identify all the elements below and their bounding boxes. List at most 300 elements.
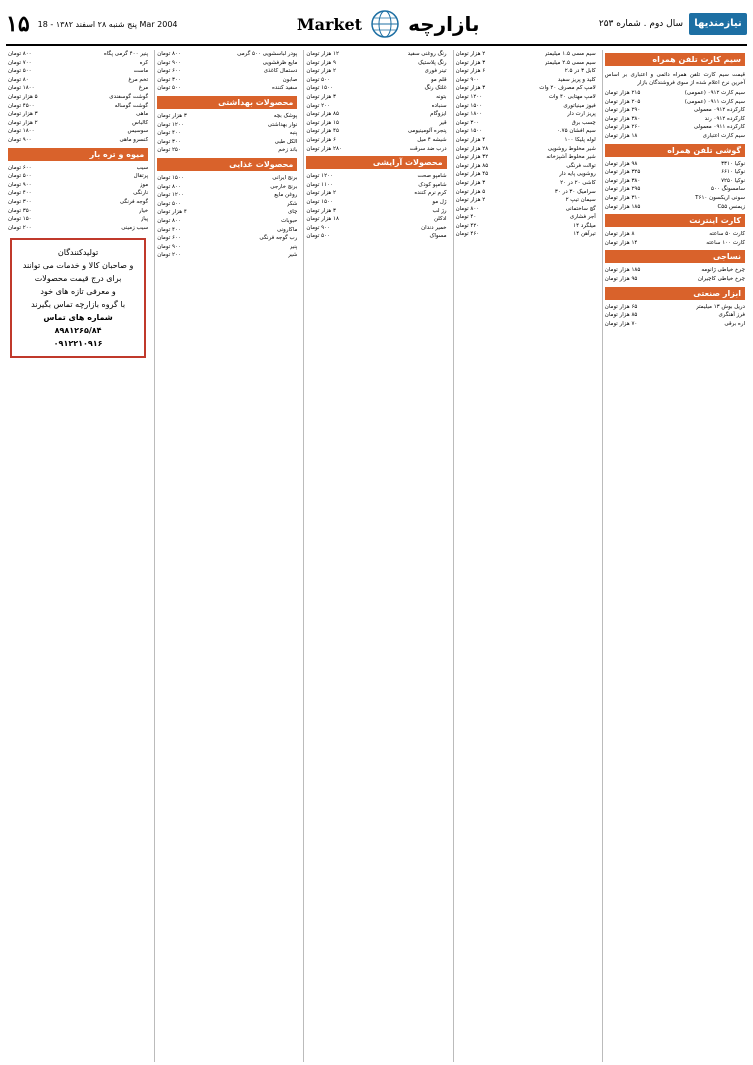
price-row xyxy=(157,112,297,121)
page-number: ۱۵ xyxy=(6,11,30,37)
price-row xyxy=(456,127,596,136)
price-row xyxy=(605,275,745,284)
item-price: ۸۰۰ تومان xyxy=(157,51,181,57)
item-name: سوسیس xyxy=(127,128,149,135)
item-name: موز xyxy=(139,181,149,188)
item-price: ۶ هزار تومان xyxy=(306,136,337,143)
price-row xyxy=(306,224,446,233)
price-row xyxy=(605,230,745,239)
item-price: ۱۸۰۰ تومان xyxy=(455,111,483,118)
section-title xyxy=(297,9,480,39)
price-row xyxy=(456,84,596,93)
item-name: مایع ظرفشویی xyxy=(262,59,298,66)
item-name: خیار xyxy=(138,207,149,214)
price-row xyxy=(157,146,297,155)
item-name: میلگرد ۱۴ xyxy=(573,222,596,229)
item-price: ۲۸۰ هزار تومان xyxy=(306,145,342,152)
price-row xyxy=(456,188,596,197)
item-price: ۱۱۰۰ تومان xyxy=(306,181,333,188)
section-header: محصولات بهداشتی xyxy=(157,96,297,109)
issue-info: سال دوم . شماره ۲۵۳ xyxy=(598,19,683,29)
item-price: ۱۵۰۰ تومان xyxy=(455,102,483,109)
item-name: کالباس xyxy=(132,119,149,126)
item-price: ۵ هزار تومان xyxy=(7,93,38,100)
price-row xyxy=(605,203,745,212)
item-name: روشویی پایه دار xyxy=(559,171,596,178)
item-price: ۲ هزار تومان xyxy=(7,119,38,126)
item-name: باند زخم xyxy=(278,147,298,154)
price-row xyxy=(306,232,446,241)
item-price: ۳۱۰ هزار تومان xyxy=(604,194,641,201)
item-name: کلید و پریز سفید xyxy=(557,76,596,83)
price-row xyxy=(157,243,297,252)
price-row xyxy=(605,168,745,177)
item-name: چرخ خیاطی کاچیران xyxy=(697,275,745,282)
item-price: ۴۰ تومان xyxy=(455,214,477,221)
item-price: ۱۵۰۰ تومان xyxy=(306,85,333,92)
price-row xyxy=(157,121,297,130)
price-row xyxy=(8,119,148,128)
item-price: ۲۰۰ تومان xyxy=(306,102,331,109)
price-row xyxy=(605,185,745,194)
price-row xyxy=(456,76,596,85)
item-price: ۳۲۵ هزار تومان xyxy=(604,169,641,176)
ad-line1: تولیدکنندگان xyxy=(57,248,99,258)
price-row xyxy=(456,179,596,188)
item-name: پوشک بچه xyxy=(273,112,298,119)
section-header: محصولات غذایی xyxy=(157,158,297,171)
price-row xyxy=(8,102,148,111)
item-price: ۳ هزار تومان xyxy=(306,93,337,100)
item-name: آجر فشاری xyxy=(569,214,596,221)
ad-phone2: ۰۹۱۲۲۱۰۹۱۶ xyxy=(53,339,103,349)
price-row xyxy=(456,110,596,119)
item-name: کارکرده ۰۹۱۲ رند xyxy=(704,115,745,122)
section-header: گوشی تلفن همراه xyxy=(605,144,745,157)
price-row xyxy=(456,136,596,145)
item-price: ۸۵ هزار تومان xyxy=(306,111,339,118)
item-price: ۸۰۰ تومان xyxy=(157,217,181,224)
price-row xyxy=(8,84,148,93)
price-row xyxy=(605,98,745,107)
item-name: سیب زمینی xyxy=(121,224,149,231)
item-price: ۹۰۰ تومان xyxy=(157,59,181,66)
price-row xyxy=(8,59,148,68)
price-row xyxy=(306,181,446,190)
price-row xyxy=(8,215,148,224)
item-name: پنبه xyxy=(289,130,298,137)
price-row xyxy=(157,226,297,235)
price-row xyxy=(8,67,148,76)
price-row xyxy=(157,84,297,93)
section-header: ابزار صنعتی xyxy=(605,287,745,300)
item-price: ۱۸۵ هزار تومان xyxy=(604,203,641,210)
price-row xyxy=(605,89,745,98)
price-row xyxy=(8,127,148,136)
price-row xyxy=(157,76,297,85)
ad-phone1: ۸۹۸۱۲۶۵/۸۴ xyxy=(54,326,102,336)
item-price: ۲ هزار تومان xyxy=(455,197,486,204)
item-price: ۲ هزار تومان xyxy=(306,190,337,197)
price-row xyxy=(157,174,297,183)
item-price: ۶۰۰ تومان xyxy=(157,235,181,242)
item-name: سیم کارت ۰۹۱۱ (عمومی) xyxy=(684,98,745,105)
price-row xyxy=(306,93,446,102)
item-name: کارکرده ۰۹۱۱ معمولی xyxy=(693,124,745,131)
section-title-en: Market xyxy=(296,14,363,34)
column-4 xyxy=(154,50,299,1062)
item-price: ۵۰۰ تومان xyxy=(306,233,331,240)
column-1 xyxy=(602,50,747,1062)
price-row xyxy=(605,106,745,115)
item-name: نارنگی xyxy=(133,190,149,197)
item-price: ۳ هزار تومان xyxy=(7,111,38,118)
price-row xyxy=(8,172,148,181)
item-price: ۲۰۵ هزار تومان xyxy=(604,98,641,105)
item-price: ۴۰۰ تومان xyxy=(157,226,181,233)
item-price: ۷۰۰ تومان xyxy=(7,59,32,66)
item-name: کابل ۳ در ۲.۵ xyxy=(564,68,596,75)
item-price: ۳ هزار تومان xyxy=(455,59,486,66)
price-row xyxy=(456,119,596,128)
price-row xyxy=(605,160,745,169)
globe-icon xyxy=(370,9,400,39)
ad-line4: و معرفی تازه های خود xyxy=(40,287,116,297)
price-row xyxy=(456,230,596,239)
item-price: ۳۰۰ تومان xyxy=(157,76,181,83)
item-price: ۲ هزار تومان xyxy=(455,51,486,57)
price-row xyxy=(157,251,297,260)
item-name: سیم مسی ۲.۵ میلیمتر xyxy=(544,59,596,66)
item-name: پودر لباسشویی ۵۰۰ گرمی xyxy=(237,51,298,57)
item-name: چرخ خیاطی ژانومه xyxy=(701,267,745,274)
item-name: برنج خارجی xyxy=(270,183,298,190)
price-row xyxy=(157,129,297,138)
item-name: شکر xyxy=(286,200,298,207)
item-name: کره xyxy=(139,59,149,66)
item-name: حبوبات xyxy=(281,217,298,224)
item-name: چسب برق xyxy=(571,119,596,126)
item-name: رنگ پلاستیک xyxy=(418,59,447,66)
price-row xyxy=(306,215,446,224)
item-name: کنسرو ماهی xyxy=(119,136,149,143)
item-name: ادکلن xyxy=(433,216,447,223)
item-price: ۹۰۰ تومان xyxy=(157,243,181,250)
masthead-right xyxy=(599,13,747,35)
item-price: ۴۵۰۰ تومان xyxy=(7,102,35,109)
price-row xyxy=(456,162,596,171)
section-header: کارت اینترنت xyxy=(605,214,745,227)
price-row xyxy=(605,132,745,141)
item-name: غلتک رنگ xyxy=(424,85,447,92)
advertisement-box xyxy=(10,238,146,358)
price-row xyxy=(306,172,446,181)
item-name: چای xyxy=(288,209,298,216)
item-name: خمیر دندان xyxy=(421,224,447,231)
ad-phones-label: شماره های تماس xyxy=(43,313,113,323)
item-price: ۲۹۰ هزار تومان xyxy=(604,107,641,114)
item-price: ۱۸۵ هزار تومان xyxy=(604,267,641,274)
price-row xyxy=(8,198,148,207)
item-name: کاشی ۲۰ در ۲۰ xyxy=(560,179,596,186)
price-row xyxy=(456,196,596,205)
price-row xyxy=(157,183,297,192)
item-name: پنیر xyxy=(289,243,298,250)
item-name: ماهی xyxy=(136,111,149,118)
item-name: قیر xyxy=(439,119,447,126)
item-price: ۲۸ هزار تومان xyxy=(455,145,489,152)
price-row xyxy=(157,208,297,217)
price-row xyxy=(605,177,745,186)
item-name: تینر فوری xyxy=(424,68,447,75)
price-row xyxy=(456,59,596,68)
price-row xyxy=(456,213,596,222)
price-row xyxy=(8,93,148,102)
item-price: ۵۰۰ تومان xyxy=(306,76,331,83)
price-row xyxy=(306,84,446,93)
item-name: اره برقی xyxy=(724,320,745,327)
price-row xyxy=(8,181,148,190)
item-price: ۵۰۰ تومان xyxy=(7,173,32,180)
item-price: ۶۵ هزار تومان xyxy=(604,303,638,310)
item-price: ۸۰۰ تومان xyxy=(157,183,181,190)
item-name: نوکیا ۳۳۱۰ xyxy=(721,160,745,167)
item-name: رژ لب xyxy=(432,207,447,214)
price-row xyxy=(157,67,297,76)
section-header: میوه و تره بار xyxy=(8,148,148,161)
item-price: ۳ هزار تومان xyxy=(455,179,486,186)
item-name: فرز آهنگری xyxy=(718,312,745,319)
item-name: ژل مو xyxy=(432,198,447,205)
item-price: ۱۲۰۰ تومان xyxy=(157,192,184,199)
section-title-fa: بازارچه xyxy=(408,12,480,36)
item-price: ۳ هزار تومان xyxy=(455,85,486,92)
price-row xyxy=(605,303,745,312)
item-name: دریل بوش ۱۳ میلیمتر xyxy=(695,303,745,310)
item-name: شیر مخلوط روشویی xyxy=(547,145,596,152)
price-row xyxy=(605,311,745,320)
item-price: ۲۵۰ تومان xyxy=(157,147,181,154)
price-row xyxy=(8,207,148,216)
price-row xyxy=(8,224,148,233)
item-price: ۴۵ هزار تومان xyxy=(455,171,489,178)
item-name: دستمال کاغذی xyxy=(263,68,298,75)
item-name: پریز ارت دار xyxy=(567,111,596,118)
item-price: ۹۵ هزار تومان xyxy=(604,275,638,282)
masthead-left xyxy=(6,11,178,37)
item-name: پیاز xyxy=(140,216,149,223)
item-price: ۱۵۰۰ تومان xyxy=(157,174,184,181)
item-name: شیر مخلوط آشپزخانه xyxy=(546,154,596,161)
item-name: قلم مو xyxy=(430,76,447,83)
item-price: ۳۸۰ هزار تومان xyxy=(604,115,641,122)
item-price: ۹۰۰ تومان xyxy=(7,181,32,188)
item-price: ۱۵۰۰ تومان xyxy=(455,128,483,135)
newspaper-logo: نیازمندیها xyxy=(689,13,747,35)
item-name: گچ ساختمانی xyxy=(565,205,596,212)
item-name: سیم مسی ۱.۵ میلیمتر xyxy=(544,51,596,57)
item-price: ۵۰۰ تومان xyxy=(157,200,181,207)
item-name: لوله پلیکا ۱۰۰ xyxy=(564,136,596,143)
item-price: ۲۰۰ تومان xyxy=(7,224,32,231)
price-row xyxy=(456,153,596,162)
item-name: نوار بهداشتی xyxy=(267,121,298,128)
price-row xyxy=(605,123,745,132)
item-name: سیب xyxy=(136,164,149,171)
price-row xyxy=(157,217,297,226)
section-header: سیم کارت تلفن همراه xyxy=(605,53,745,66)
item-name: شامپو کودک xyxy=(418,181,447,188)
item-name: سرامیک ۳۰ در ۳۰ xyxy=(554,188,596,195)
price-row xyxy=(306,59,446,68)
item-price: ۹۰۰ تومان xyxy=(455,76,480,83)
item-price: ۳ هزار تومان xyxy=(157,112,187,119)
price-row xyxy=(306,50,446,59)
item-name: سامسونگ ۵۰۰ xyxy=(710,186,745,193)
price-row xyxy=(306,198,446,207)
item-name: گوشت گوسفندی xyxy=(109,93,149,100)
item-name: ماکارونی xyxy=(277,226,298,233)
item-name: گوشت گوساله xyxy=(114,102,149,109)
price-row xyxy=(8,50,148,59)
price-row xyxy=(157,138,297,147)
item-name: مرغ xyxy=(138,85,149,92)
section-header: نساجی xyxy=(605,250,745,263)
item-price: ۴ هزار تومان xyxy=(455,136,486,143)
item-price: ۱۵۰۰ تومان xyxy=(306,198,333,205)
item-price: ۹ هزار تومان xyxy=(306,59,337,66)
item-price: ۱۸۰۰ تومان xyxy=(7,85,35,92)
item-name: تیرآهن ۱۴ xyxy=(573,231,596,238)
item-name: برنج ایرانی xyxy=(272,174,298,181)
price-row xyxy=(306,127,446,136)
item-price: ۲ هزار تومان xyxy=(306,68,337,75)
item-price: ۳ هزار تومان xyxy=(306,207,337,214)
price-row xyxy=(8,164,148,173)
item-price: ۹۸ هزار تومان xyxy=(604,160,638,167)
item-name: ماست xyxy=(133,68,149,75)
item-price: ۸۰ تومان xyxy=(7,76,29,83)
price-row xyxy=(306,76,446,85)
item-name: شامپو صحت xyxy=(417,173,447,180)
price-row xyxy=(306,136,446,145)
item-name: سیمان تیپ ۲ xyxy=(565,197,596,204)
item-price: ۴۶۰ تومان xyxy=(455,231,480,238)
item-price: ۲۱۵ هزار تومان xyxy=(604,90,641,96)
item-name: رنگ روغنی سفید xyxy=(407,51,447,57)
item-name: سونی اریکسون T۶۱۰ xyxy=(695,194,745,201)
price-row xyxy=(605,320,745,329)
item-name: کارت ۵۰ ساعته xyxy=(709,231,745,238)
item-price: ۳۵۰ تومان xyxy=(7,207,32,214)
price-row xyxy=(456,145,596,154)
item-name: سیم کارت ۰۹۱۲ (عمومی) xyxy=(684,90,745,96)
price-row xyxy=(306,145,446,154)
item-name: زیمنس C۵۵ xyxy=(717,203,745,210)
section-note: قیمت سیم کارت تلفن همراه دائمی و اعتباری بر اساس آخرین نرخ اعلام شده از سوی فروشندگان بازار xyxy=(604,72,745,86)
price-row xyxy=(306,67,446,76)
item-price: ۵۰۰ تومان xyxy=(7,68,32,75)
item-name: ایزوگام xyxy=(430,111,447,118)
column-2 xyxy=(453,50,598,1062)
item-name: بتونه xyxy=(436,93,447,100)
ad-line2: و صاحبان کالا و خدمات می توانند xyxy=(22,261,134,271)
item-price: ۸۰۰ تومان xyxy=(7,51,32,57)
item-name: پرتقال xyxy=(133,173,149,180)
item-price: ۲۰۰ تومان xyxy=(157,252,181,259)
price-row xyxy=(157,191,297,200)
item-name: کارکرده ۰۹۱۲ معمولی xyxy=(693,107,745,114)
item-price: ۱۲ هزار تومان xyxy=(306,51,339,57)
item-name: کارت ۱۰۰ ساعته xyxy=(706,239,745,246)
price-row xyxy=(306,102,446,111)
item-price: ۶۰۰ تومان xyxy=(157,68,181,75)
ad-line3: برای درج قیمت محصولات xyxy=(34,274,122,284)
item-price: ۵۰۰ تومان xyxy=(157,85,181,92)
item-price: ۱۵ هزار تومان xyxy=(306,119,339,126)
price-row xyxy=(605,115,745,124)
item-name: شیشه ۴ میل xyxy=(417,136,447,143)
item-price: ۸۰۰ تومان xyxy=(455,205,480,212)
item-price: ۶۰۰ تومان xyxy=(7,164,32,171)
price-row xyxy=(157,59,297,68)
item-name: رب گوجه فرنگی xyxy=(259,235,298,242)
price-row xyxy=(456,50,596,59)
item-price: ۸ هزار تومان xyxy=(604,231,635,238)
price-row xyxy=(306,189,446,198)
item-price: ۴ هزار تومان xyxy=(157,209,187,216)
price-row xyxy=(605,194,745,203)
item-name: لامپ مهتابی ۴۰ وات xyxy=(548,93,596,100)
item-price: ۴۵ هزار تومان xyxy=(306,128,339,135)
item-name: پنیر ۴۰۰ گرمی پگاه xyxy=(103,51,149,57)
page-header xyxy=(6,4,747,46)
item-price: ۵ هزار تومان xyxy=(455,188,486,195)
item-name: کرم نرم کننده xyxy=(414,190,447,197)
price-columns xyxy=(6,50,747,1062)
item-name: مسواک xyxy=(429,233,447,240)
price-row xyxy=(8,189,148,198)
item-price: ۱۴ هزار تومان xyxy=(604,239,638,246)
item-price: ۹۰۰ تومان xyxy=(306,224,331,231)
item-price: ۹۰۰ تومان xyxy=(7,136,32,143)
item-name: درب ضد سرقت xyxy=(409,145,447,152)
price-row xyxy=(157,234,297,243)
item-price: ۳۸۰ هزار تومان xyxy=(604,177,641,184)
column-5 xyxy=(6,50,150,1062)
item-price: ۳۰۰ تومان xyxy=(455,119,480,126)
price-row xyxy=(456,170,596,179)
price-row xyxy=(8,110,148,119)
price-row xyxy=(605,239,745,248)
item-price: ۳۲ هزار تومان xyxy=(455,154,489,161)
item-price: ۱۵۰ تومان xyxy=(7,216,32,223)
issue-date: پنج شنبه ۲۸ اسفند ۱۳۸۲ - 18 Mar 2004 xyxy=(37,19,178,29)
item-price: ۴۲۰ تومان xyxy=(455,222,480,229)
item-name: شیر xyxy=(288,252,298,259)
item-name: پنجره آلومینیومی xyxy=(407,128,447,135)
item-name: صابون xyxy=(282,76,298,83)
item-price: ۸۵ هزار تومان xyxy=(604,312,638,319)
item-price: ۲۹۵ هزار تومان xyxy=(604,186,641,193)
item-name: فیوز مینیاتوری xyxy=(563,102,596,109)
price-row xyxy=(157,200,297,209)
item-price: ۲۶۰ هزار تومان xyxy=(604,124,641,131)
item-name: نوکیا ۶۶۱۰ xyxy=(721,169,745,176)
item-name: توالت فرنگی xyxy=(566,162,596,169)
item-price: ۱۲۰۰ تومان xyxy=(157,121,184,128)
item-price: ۱۸ هزار تومان xyxy=(306,216,339,223)
